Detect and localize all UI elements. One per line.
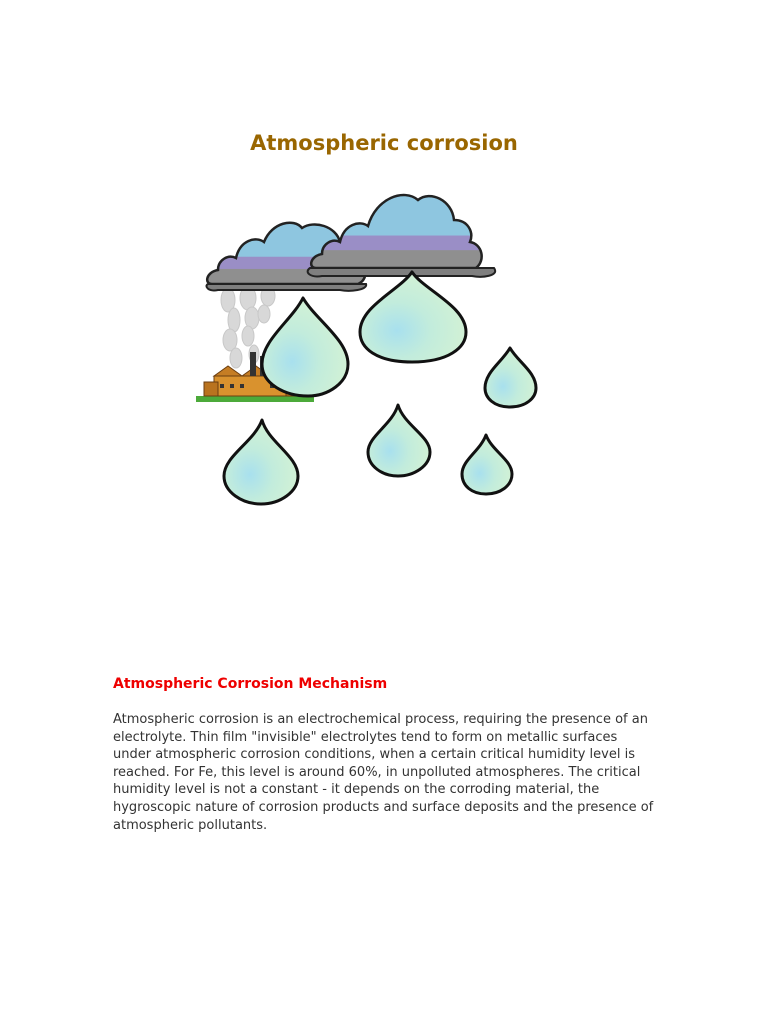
raindrop-icon	[368, 405, 430, 476]
raindrop-icon	[360, 272, 466, 362]
raindrop-icon	[262, 298, 348, 396]
clouds-rain-factory-illustration	[190, 180, 570, 520]
raindrop-icon	[462, 435, 512, 494]
raindrop-icon	[485, 348, 536, 407]
page-title: Atmospheric corrosion	[250, 131, 518, 155]
section-heading: Atmospheric Corrosion Mechanism	[113, 676, 388, 692]
raindrop-icon	[224, 420, 298, 504]
body-paragraph: Atmospheric corrosion is an electrochemical process, requiring the presence of an electrolyte. Thin film "invisible" electrolytes tend to form on metallic surfaces under atmospheric corrosion conditions, when a certain critical humidity level is reached. For Fe, this level is around 60%, in unpolluted atmospheres. The critical humidity level is not a constant - it depends on the corroding material, the hygroscopic nature of corrosion products and surface deposits and the presence of atmospheric pollutants.	[113, 712, 654, 833]
